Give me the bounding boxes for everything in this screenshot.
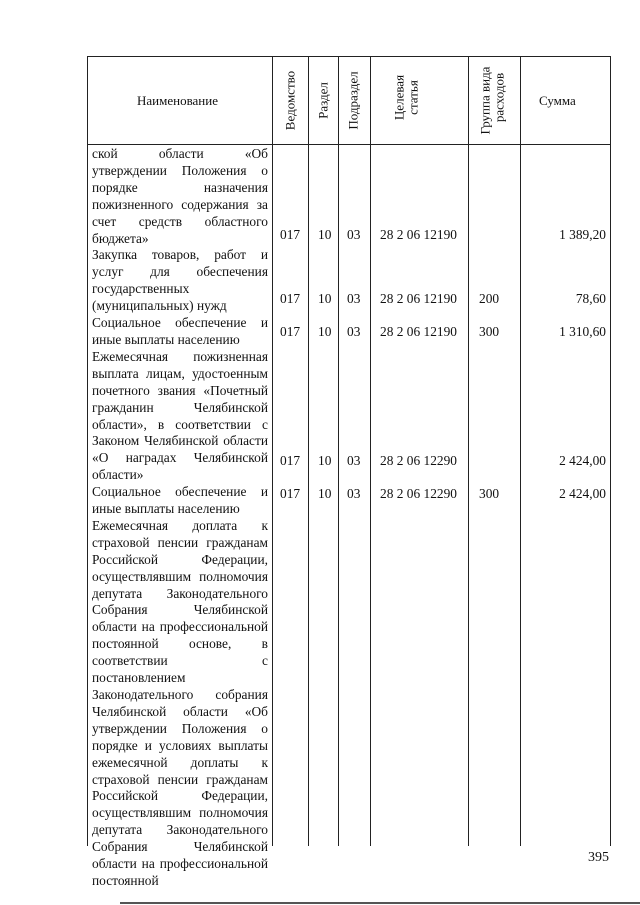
col-border-6 [520, 56, 521, 846]
page-number: 395 [588, 850, 609, 865]
row-4-podrazdel: 03 [347, 453, 361, 468]
row-4-vedomstvo: 017 [280, 453, 301, 468]
col-border-4 [370, 56, 371, 846]
row-3-celevaya: 28 2 06 12190 [380, 324, 457, 339]
row-2-name: Закупка товаров, работ и услуг для обеспечения государственных (муниципальных) нужд [92, 247, 268, 314]
header-gruppa-line1: Группа вида [477, 66, 493, 135]
row-5-razdel: 10 [318, 486, 332, 501]
row-2-gruppa: 200 [479, 291, 500, 306]
header-razdel: Раздел [315, 82, 331, 119]
row-2-razdel: 10 [318, 291, 332, 306]
row-6-name: Ежемесячная доплата к страховой пенсии гражданам Российской Федерации, осуществлявшим полномочия депутата Законодательного Собрания Челябинской области на профессиональной постоянной основе, в соответствии с постановлением Законодательного собрания Челябинской области «Об утверждении Положения о порядке и условиях выплаты ежемесячной доплаты к страховой пенсии гражданам Российской Федерации, осуществлявшим полномочия депутата Законодательного Собрания Челябинской области на профессиональной постоянной [92, 517, 268, 888]
col-border-3 [338, 56, 339, 846]
table-top-border [87, 56, 611, 57]
row-1-vedomstvo: 017 [280, 227, 301, 242]
row-3-podrazdel: 03 [347, 324, 361, 339]
row-5-celevaya: 28 2 06 12290 [380, 486, 457, 501]
row-2-summa: 78,60 [575, 291, 606, 306]
row-5-gruppa: 300 [479, 486, 500, 501]
row-5-summa: 2 424,00 [559, 486, 606, 501]
row-1-name: ской области «Об утверждении Положения о порядке назначения пожизненного содержания за счет средств областного бюджета» [92, 146, 268, 246]
header-name: Наименование [137, 93, 218, 108]
row-4-celevaya: 28 2 06 12290 [380, 453, 457, 468]
header-celevaya-line1: Целевая [391, 74, 407, 121]
header-gruppa-line2: расходов [491, 72, 507, 123]
header-vedomstvo: Ведомство [282, 70, 298, 131]
row-3-summa: 1 310,60 [559, 324, 606, 339]
row-3-gruppa: 300 [479, 324, 500, 339]
col-border-right [610, 56, 611, 846]
row-1-razdel: 10 [318, 227, 332, 242]
header-bottom-border [87, 144, 611, 145]
row-2-podrazdel: 03 [347, 291, 361, 306]
row-5-podrazdel: 03 [347, 486, 361, 501]
row-3-vedomstvo: 017 [280, 324, 301, 339]
bottom-rule [120, 902, 640, 904]
row-2-celevaya: 28 2 06 12190 [380, 291, 457, 306]
col-border-2 [308, 56, 309, 846]
header-summa: Сумма [539, 93, 576, 108]
col-border-5 [468, 56, 469, 846]
header-celevaya-line2: статья [405, 80, 421, 115]
col-border-1 [272, 56, 273, 846]
name-column [92, 146, 268, 890]
row-2-vedomstvo: 017 [280, 291, 301, 306]
row-1-podrazdel: 03 [347, 227, 361, 242]
row-3-razdel: 10 [318, 324, 332, 339]
row-1-summa: 1 389,20 [559, 227, 606, 242]
row-3-name: Социальное обеспечение и иные выплаты населению [92, 315, 268, 347]
row-5-vedomstvo: 017 [280, 486, 301, 501]
col-border-left [87, 56, 88, 846]
row-5-name: Социальное обеспечение и иные выплаты населению [92, 484, 268, 517]
header-podrazdel: Подраздел [345, 71, 361, 130]
row-4-razdel: 10 [318, 453, 332, 468]
row-4-name: Ежемесячная пожизненная выплата лицам, удостоенным почетного звания «Почетный гражданин Челябинской области», в соответствии с Законом Челябинской области «О наградах Челябинской области» [92, 348, 268, 483]
row-4-summa: 2 424,00 [559, 453, 606, 468]
row-1-celevaya: 28 2 06 12190 [380, 227, 457, 242]
